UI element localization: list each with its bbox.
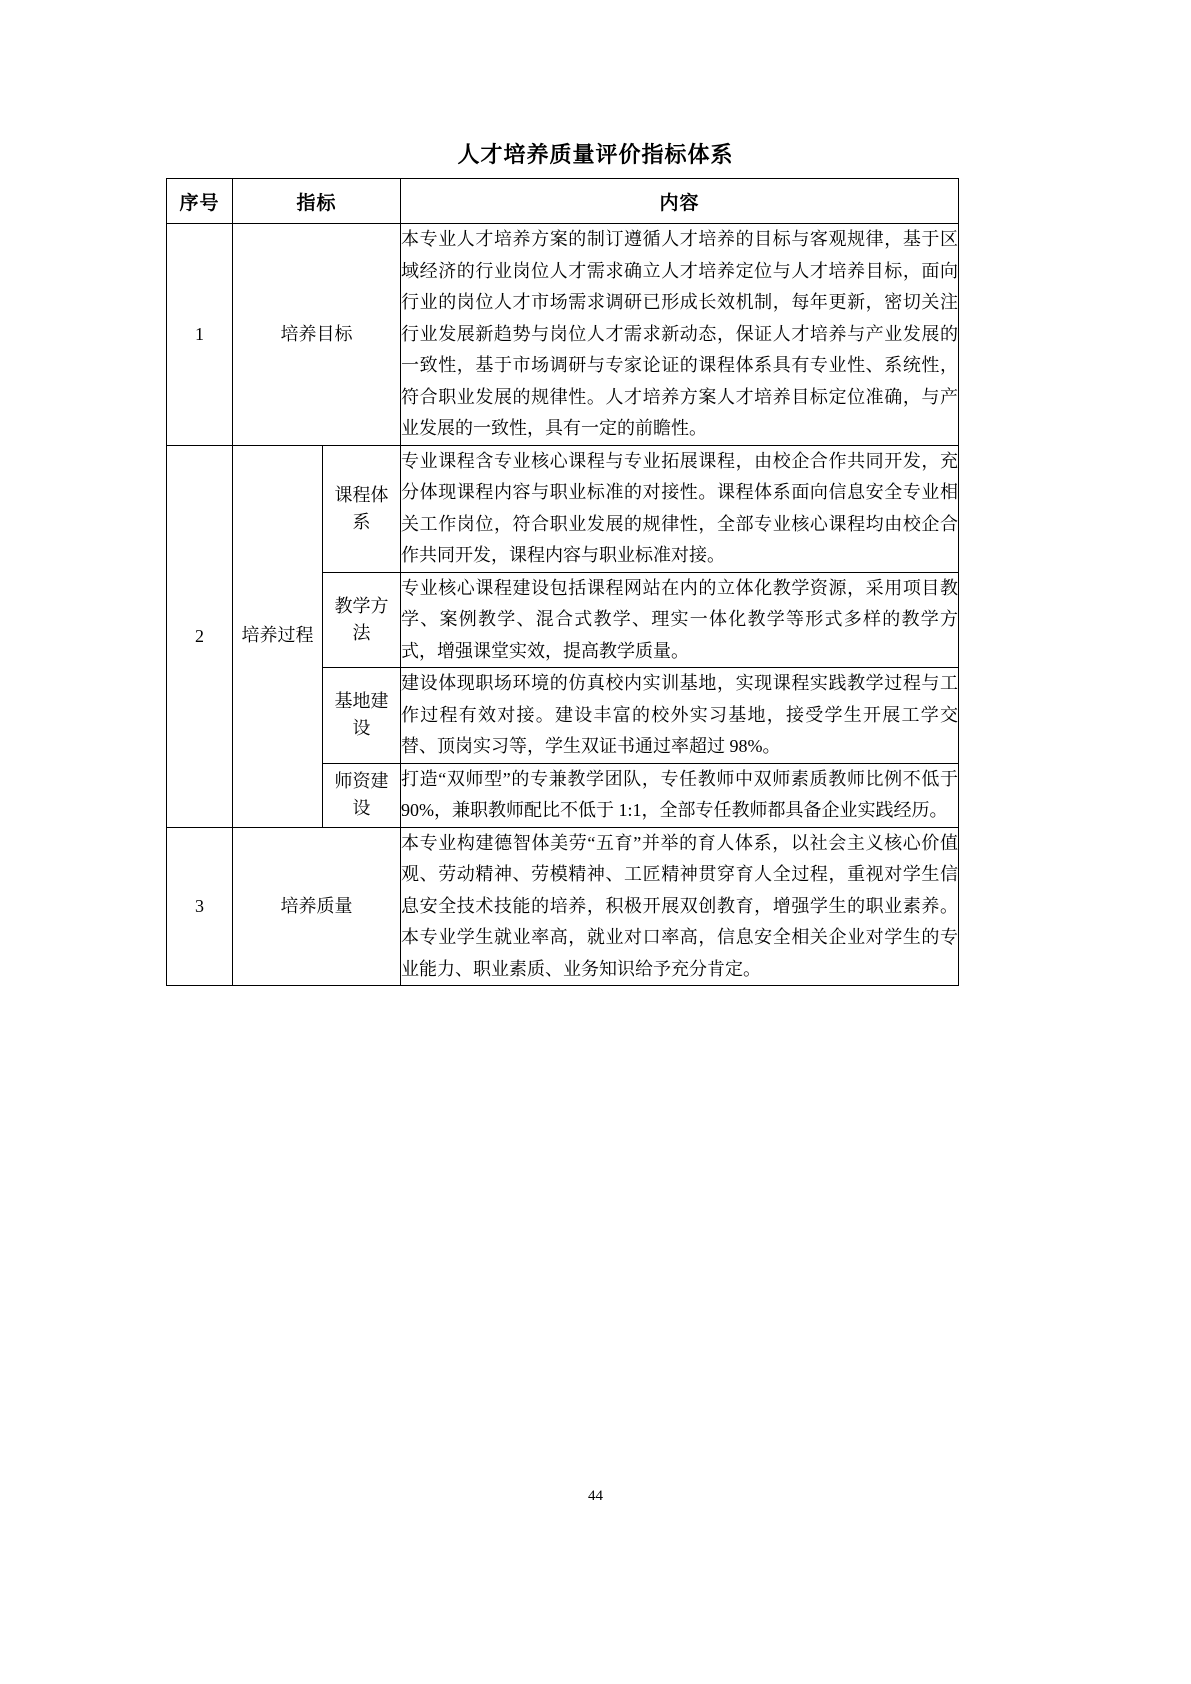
row-indicator-1: 培养目标 (233, 224, 401, 446)
table-header-row (167, 179, 959, 224)
row-no-3: 3 (167, 827, 233, 986)
row-content-2-4: 打造“双师型”的专兼教学团队，专任教师中双师素质教师比例不低于 90%，兼职教师配比不低于 1:1，全部专任教师都具备企业实践经历。 (401, 763, 959, 827)
row-sub-indicator-2-3: 基地建设 (323, 668, 401, 764)
row-no-2: 2 (167, 445, 233, 827)
page-number: 44 (588, 1488, 603, 1504)
header-content: 内容 (401, 179, 959, 224)
header-indicator: 指标 (233, 179, 401, 224)
evaluation-index-table (166, 178, 959, 986)
table-row (167, 445, 959, 572)
row-no-1: 1 (167, 224, 233, 446)
row-indicator-2: 培养过程 (233, 445, 323, 827)
row-content-1: 本专业人才培养方案的制订遵循人才培养的目标与客观规律，基于区域经济的行业岗位人才需求确立人才培养定位与人才培养目标，面向行业的岗位人才市场需求调研已形成长效机制，每年更新，密切关注行业发展新趋势与岗位人才需求新动态，保证人才培养与产业发展的一致性，基于市场调研与专家论证的课程体系具有专业性、系统性，符合职业发展的规律性。人才培养方案人才培养目标定位准确，与产业发展的一致性，具有一定的前瞻性。 (401, 224, 959, 446)
row-content-2-1: 专业课程含专业核心课程与专业拓展课程，由校企合作共同开发，充分体现课程内容与职业标准的对接性。课程体系面向信息安全专业相关工作岗位，符合职业发展的规律性，全部专业核心课程均由校企合作共同开发，课程内容与职业标准对接。 (401, 445, 959, 572)
page-title: 人才培养质量评价指标体系 (457, 142, 734, 167)
row-content-2-3: 建设体现职场环境的仿真校内实训基地，实现课程实践教学过程与工作过程有效对接。建设丰富的校外实习基地，接受学生开展工学交替、顶岗实习等，学生双证书通过率超过 98%。 (401, 668, 959, 764)
table-row (167, 827, 959, 986)
table-row (167, 224, 959, 446)
row-content-2-2: 专业核心课程建设包括课程网站在内的立体化教学资源，采用项目教学、案例教学、混合式教学、理实一体化教学等形式多样的教学方式，增强课堂实效，提高教学质量。 (401, 572, 959, 668)
row-sub-indicator-2-4: 师资建设 (323, 763, 401, 827)
row-sub-indicator-2-1: 课程体系 (323, 445, 401, 572)
row-content-3: 本专业构建德智体美劳“五育”并举的育人体系，以社会主义核心价值观、劳动精神、劳模精神、工匠精神贯穿育人全过程，重视对学生信息安全技术技能的培养，积极开展双创教育，增强学生的职业素养。本专业学生就业率高，就业对口率高，信息安全相关企业对学生的专业能力、职业素质、业务知识给予充分肯定。 (401, 827, 959, 986)
header-no: 序号 (167, 179, 233, 224)
row-sub-indicator-2-2: 教学方法 (323, 572, 401, 668)
row-indicator-3: 培养质量 (233, 827, 401, 986)
